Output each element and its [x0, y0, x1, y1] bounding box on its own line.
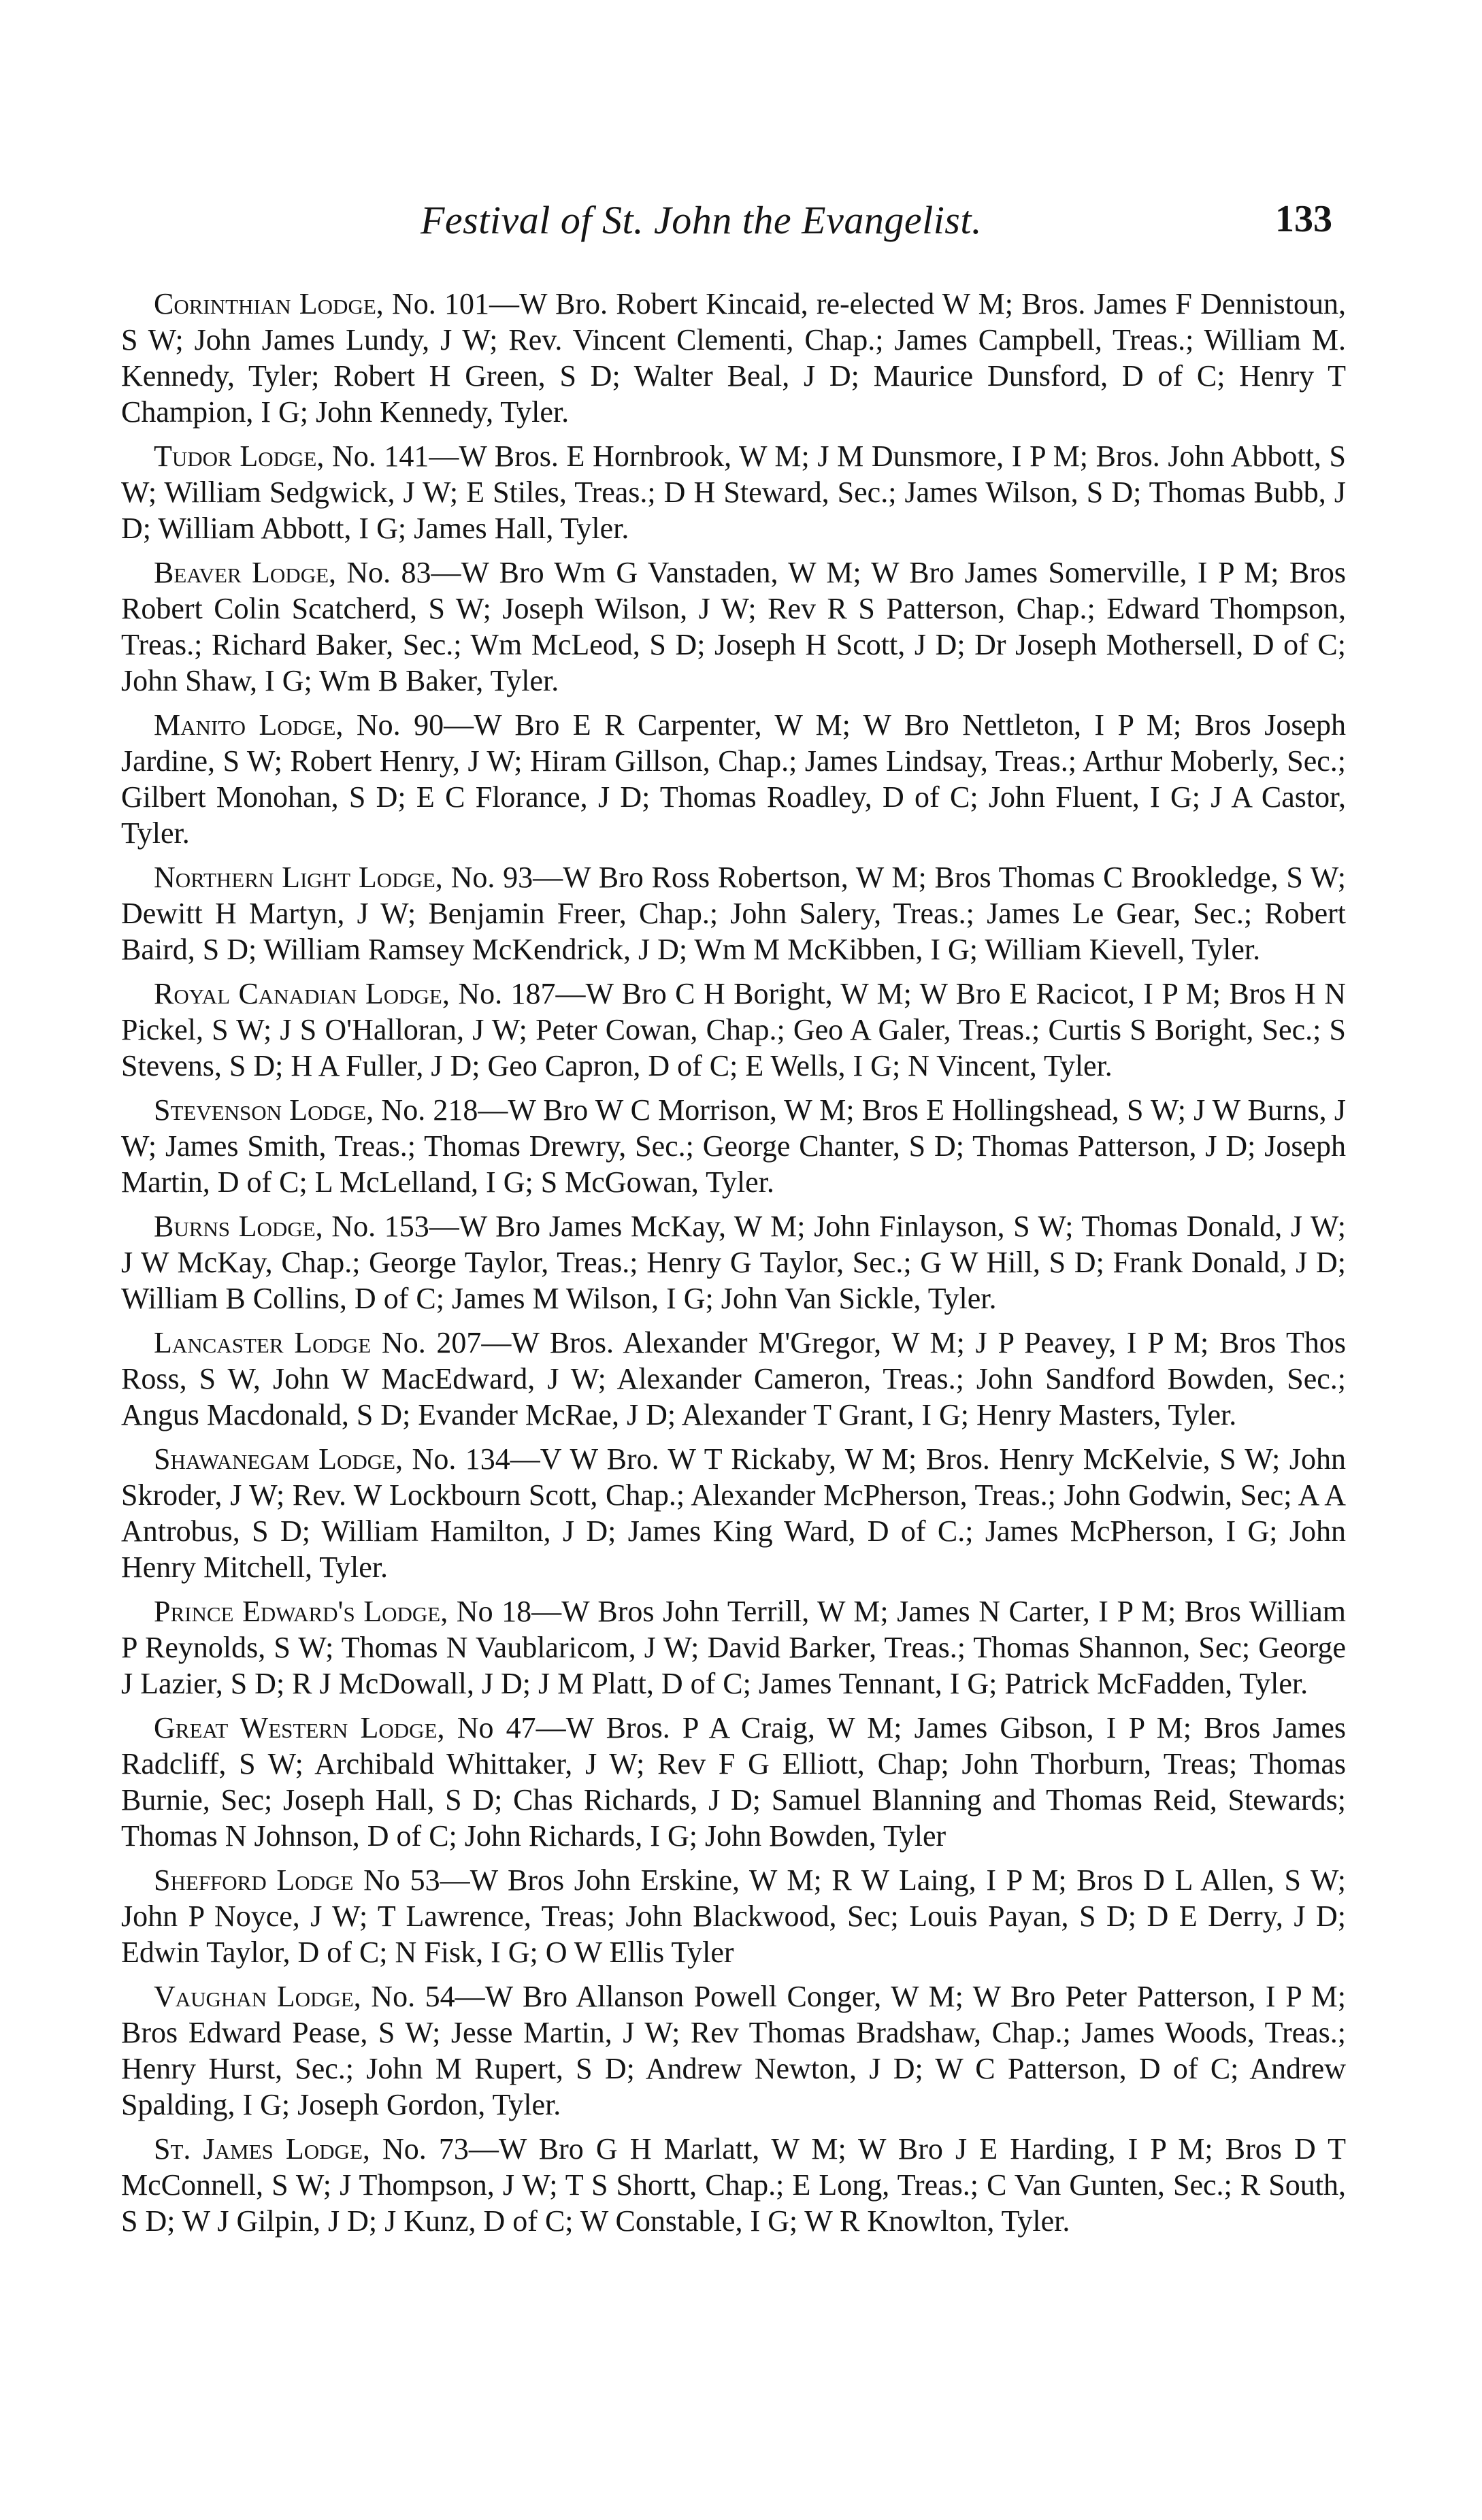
lodge-entry-shefford [121, 1862, 1346, 1970]
lodge-entry-burns [121, 1208, 1346, 1316]
lodge-entry-stevenson [121, 1092, 1346, 1200]
lodge-officers: No 53—W Bros John Erskine, W M; R W Laing, I P M; Bros D L Allen, S W; John P Noyce, J W; T Lawrence, Treas; John Blackwood, Sec; Louis Payan, S D; D E Derry, J D; Edwin Taylor, D of C; N Fisk, I G; O W Ellis Tyler [121, 1863, 1346, 1969]
lodge-entry-royal-canadian [121, 976, 1346, 1084]
lodge-entry-great-western [121, 1710, 1346, 1854]
document-page [121, 197, 1346, 2247]
lodge-officers: , No. 218—W Bro W C Morrison, W M; Bros E Hollingshead, S W; J W Burns, J W; James Smith, Treas.; Thomas Drewry, Sec.; George Chanter, S D; Thomas Patterson, J D; Joseph Martin, D of C; L McLelland, I G; S McGowan, Tyler. [121, 1093, 1346, 1199]
lodge-officers: No. 207—W Bros. Alexander M'Gregor, W M; J P Peavey, I P M; Bros Thos Ross, S W, John W MacEdward, J W; Alexander Cameron, Treas.; John Sandford Bowden, Sec.; Angus Macdonald, S D; Evander McRae, J D; Alexander T Grant, I G; Henry Masters, Tyler. [121, 1326, 1346, 1431]
lodge-name: Northern Light Lodge [154, 861, 435, 894]
lodge-name: Manito Lodge [154, 708, 336, 742]
lodge-officers: , No. 83—W Bro Wm G Vanstaden, W M; W Bro James Somerville, I P M; Bros Robert Colin Scatcherd, S W; Joseph Wilson, J W; Rev R S Patterson, Chap.; Edward Thompson, Treas.; Richard Baker, Sec.; Wm McLeod, S D; Joseph H Scott, J D; Dr Joseph Mothersell, D of C; John Shaw, I G; Wm B Baker, Tyler. [121, 556, 1346, 697]
lodge-name: Burns Lodge [154, 1210, 316, 1243]
lodge-name: Shawanegam Lodge [154, 1442, 396, 1476]
lodge-name: Great Western Lodge [154, 1711, 438, 1744]
lodge-list [121, 286, 1346, 2239]
lodge-name: Corinthian Lodge [154, 287, 376, 320]
lodge-name: Shefford Lodge [154, 1863, 354, 1897]
lodge-entry-prince-edwards [121, 1593, 1346, 1702]
lodge-officers: , No. 90—W Bro E R Carpenter, W M; W Bro Nettleton, I P M; Bros Joseph Jardine, S W; Robert Henry, J W; Hiram Gillson, Chap.; James Lindsay, Treas.; Arthur Moberly, Sec.; Gilbert Monohan, S D; E C Florance, J D; Thomas Roadley, D of C; John Fluent, I G; J A Castor, Tyler. [121, 708, 1346, 850]
lodge-name: Beaver Lodge [154, 556, 329, 589]
lodge-officers: , No. 153—W Bro James McKay, W M; John Finlayson, S W; Thomas Donald, J W; J W McKay, Chap.; George Taylor, Treas.; Henry G Taylor, Sec.; G W Hill, S D; Frank Donald, J D; William B Collins, D of C; James M Wilson, I G; John Van Sickle, Tyler. [121, 1210, 1347, 1315]
lodge-name: Lancaster Lodge [154, 1326, 372, 1359]
lodge-officers: , No. 187—W Bro C H Boright, W M; W Bro E Racicot, I P M; Bros H N Pickel, S W; J S O'Halloran, J W; Peter Cowan, Chap.; Geo A Galer, Treas.; Curtis S Boright, Sec.; S Stevens, S D; H A Fuller, J D; Geo Capron, D of C; E Wells, I G; N Vincent, Tyler. [121, 977, 1346, 1082]
lodge-entry-corinthian [121, 286, 1346, 430]
lodge-entry-northern-light [121, 859, 1346, 967]
running-title: Festival of St. John the Evangelist. [421, 198, 982, 242]
lodge-entry-beaver [121, 554, 1346, 699]
lodge-officers: , No. 134—V W Bro. W T Rickaby, W M; Bros. Henry McKelvie, S W; John Skroder, J W; Rev. W Lockbourn Scott, Chap.; Alexander McPherson, Treas.; John Godwin, Sec; A A Antrobus, S D; William Hamilton, J D; James King Ward, D of C.; James McPherson, I G; John Henry Mitchell, Tyler. [121, 1442, 1346, 1584]
lodge-officers: , No. 93—W Bro Ross Robertson, W M; Bros Thomas C Brookledge, S W; Dewitt H Martyn, J W; Benjamin Freer, Chap.; John Salery, Treas.; James Le Gear, Sec.; Robert Baird, S D; William Ramsey McKendrick, J D; Wm M McKibben, I G; William Kievell, Tyler. [121, 861, 1347, 966]
lodge-officers: , No. 73—W Bro G H Marlatt, W M; W Bro J E Harding, I P M; Bros D T McConnell, S W; J Thompson, J W; T S Shortt, Chap.; E Long, Treas.; C Van Gunten, Sec.; R South, S D; W J Gilpin, J D; J Kunz, D of C; W Constable, I G; W R Knowlton, Tyler. [121, 2132, 1347, 2238]
lodge-entry-tudor [121, 438, 1346, 546]
lodge-entry-lancaster [121, 1325, 1346, 1433]
lodge-entry-shawanegam [121, 1441, 1346, 1585]
lodge-name: St. James Lodge [154, 2132, 363, 2166]
lodge-entry-manito [121, 707, 1346, 851]
lodge-name: Tudor Lodge [154, 440, 317, 473]
lodge-officers: , No. 141—W Bros. E Hornbrook, W M; J M Dunsmore, I P M; Bros. John Abbott, S W; William Sedgwick, J W; E Stiles, Treas.; D H Steward, Sec.; James Wilson, S D; Thomas Bubb, J D; William Abbott, I G; James Hall, Tyler. [121, 440, 1346, 545]
lodge-officers: , No. 54—W Bro Allanson Powell Conger, W M; W Bro Peter Patterson, I P M; Bros Edward Pease, S W; Jesse Martin, J W; Rev Thomas Bradshaw, Chap.; James Woods, Treas.; Henry Hurst, Sec.; John M Rupert, S D; Andrew Newton, J D; W C Patterson, D of C; Andrew Spalding, I G; Joseph Gordon, Tyler. [121, 1980, 1346, 2121]
lodge-name: Royal Canadian Lodge [154, 977, 442, 1010]
lodge-officers: , No. 101—W Bro. Robert Kincaid, re-elected W M; Bros. James F Dennistoun, S W; John James Lundy, J W; Rev. Vincent Clementi, Chap.; James Campbell, Treas.; William M. Kennedy, Tyler; Robert H Green, S D; Walter Beal, J D; Maurice Dunsford, D of C; Henry T Champion, I G; John Kennedy, Tyler. [121, 287, 1347, 429]
lodge-officers: , No 47—W Bros. P A Craig, W M; James Gibson, I P M; Bros James Radcliff, S W; Archibald Whittaker, J W; Rev F G Elliott, Chap; John Thorburn, Treas; Thomas Burnie, Sec; Joseph Hall, S D; Chas Richards, J D; Samuel Blanning and Thomas Reid, Stewards; Thomas N Johnson, D of C; John Richards, I G; John Bowden, Tyler [121, 1711, 1346, 1853]
lodge-entry-vaughan [121, 1978, 1346, 2123]
lodge-name: Prince Edward's Lodge [154, 1595, 441, 1628]
lodge-name: Stevenson Lodge [154, 1093, 367, 1127]
lodge-officers: , No 18—W Bros John Terrill, W M; James N Carter, I P M; Bros William P Reynolds, S W; Thomas N Vaublaricom, J W; David Barker, Treas.; Thomas Shannon, Sec; George J Lazier, S D; R J McDowall, J D; J M Platt, D of C; James Tennant, I G; Patrick McFadden, Tyler. [121, 1595, 1347, 1700]
lodge-name: Vaughan Lodge [154, 1980, 354, 2013]
lodge-entry-st-james [121, 2131, 1346, 2239]
page-number: 133 [1275, 198, 1332, 240]
page-header [121, 197, 1346, 259]
